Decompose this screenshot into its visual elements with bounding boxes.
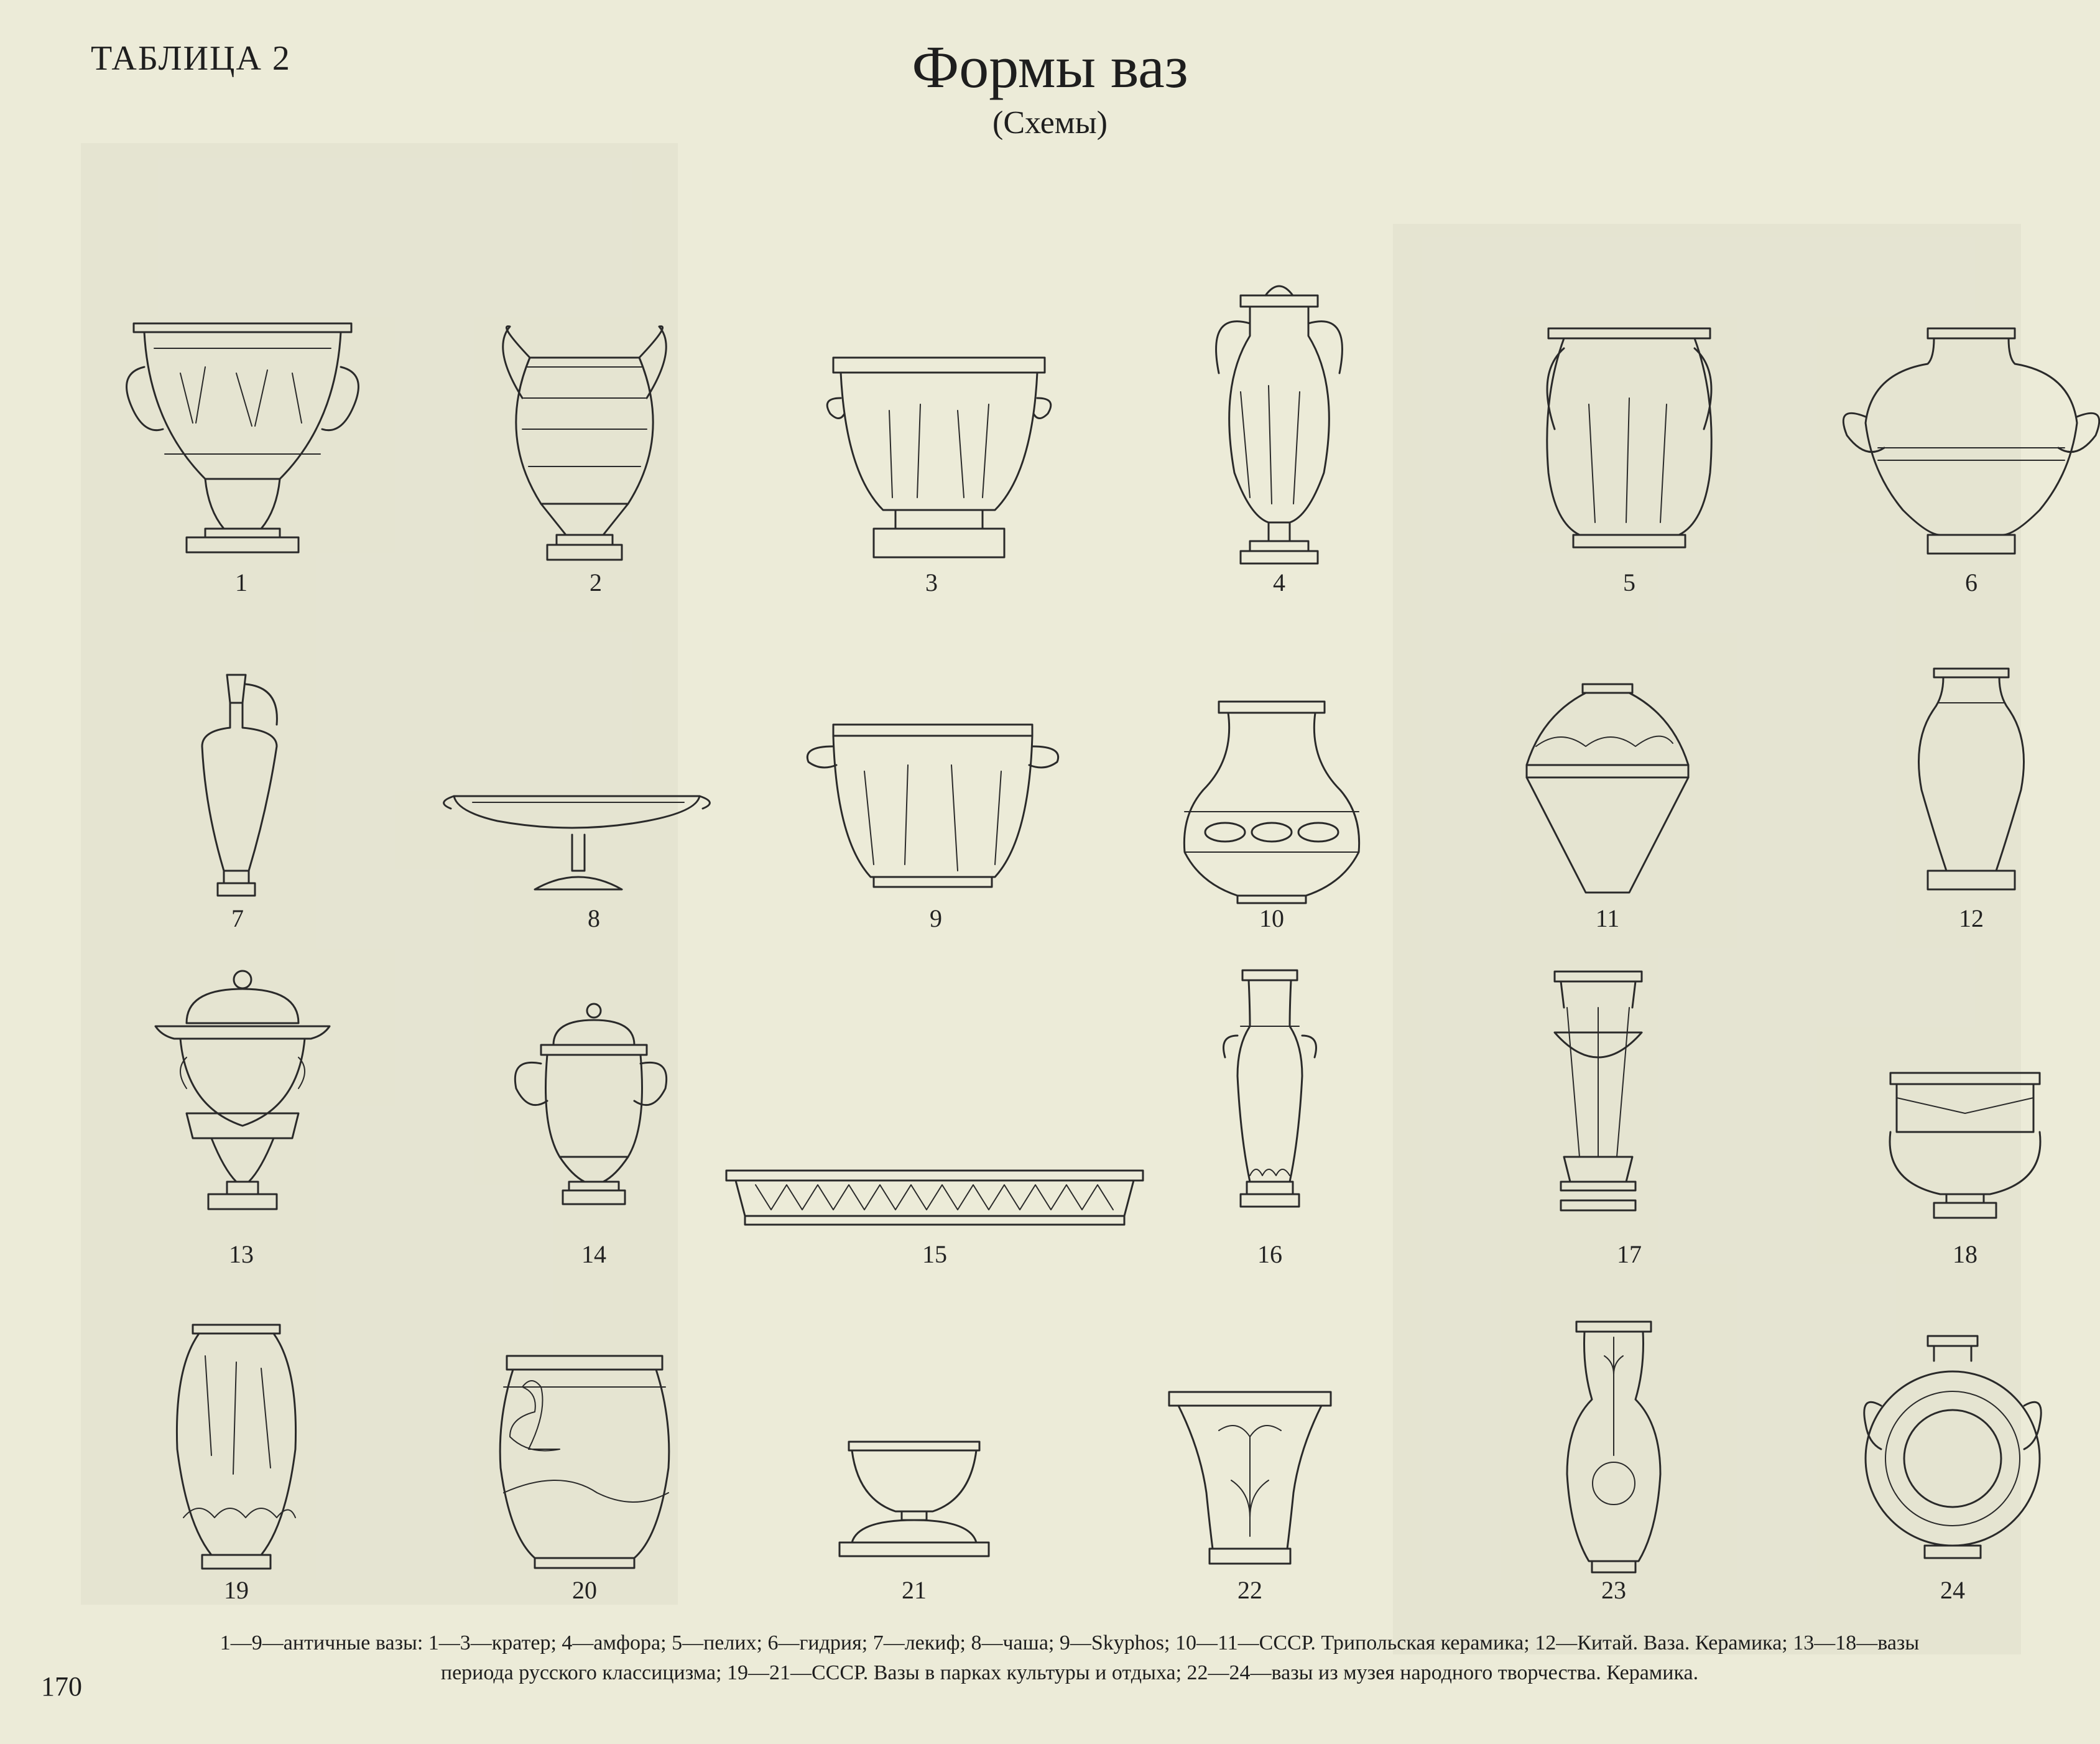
vase-label-15: 15: [922, 1240, 947, 1268]
vase-label-3: 3: [925, 568, 938, 596]
page-number: 170: [41, 1671, 82, 1702]
vase-drawing-8: [444, 796, 710, 889]
vase-label-22: 22: [1237, 1576, 1262, 1604]
vase-drawing-7: [202, 675, 277, 896]
vase-label-19: 19: [224, 1576, 249, 1604]
vase-label-7: 7: [231, 904, 244, 932]
vase-drawing-16: [1224, 970, 1316, 1207]
vase-drawing-5: [1547, 328, 1711, 547]
figure-caption: [106, 1628, 2033, 1688]
vase-label-20: 20: [572, 1576, 597, 1604]
caption-line-2: периода русского классицизма; 19—21—СССР. Вазы в парках культуры и отдыха; 22—24—вазы из музея народного творчества. Керамика.: [440, 1661, 1699, 1684]
vase-label-1: 1: [235, 568, 247, 596]
vase-label-10: 10: [1259, 904, 1284, 932]
vase-drawing-10: [1184, 702, 1359, 903]
caption-line-1: 1—9—античные вазы: 1—3—кратер; 4—амфора; 5—пелих; 6—гидрия; 7—лекиф; 8—чаша; 9—Skyphos; 10—11—СССР. Трипольская керамика; 12—Китай. Ваза. Керамика; 13—18—вазы: [220, 1631, 1920, 1654]
vase-label-6: 6: [1965, 568, 1977, 596]
vase-drawing-4: [1216, 286, 1343, 564]
vase-drawing-24: [1864, 1336, 2041, 1558]
vase-label-4: 4: [1273, 568, 1285, 596]
vase-drawing-20: [500, 1356, 669, 1568]
vase-drawing-22: [1169, 1392, 1331, 1564]
vase-label-18: 18: [1953, 1240, 1977, 1268]
vase-label-9: 9: [930, 904, 942, 932]
vase-drawing-17: [1555, 972, 1642, 1210]
vase-drawing-23: [1567, 1322, 1660, 1572]
vase-drawing-1: [127, 323, 359, 552]
vase-drawing-21: [840, 1442, 989, 1556]
vase-drawing-11: [1527, 684, 1688, 893]
vase-label-16: 16: [1257, 1240, 1282, 1268]
vase-label-23: 23: [1601, 1576, 1626, 1604]
vase-drawing-6: [1843, 328, 2099, 554]
vase-drawing-13: [155, 971, 330, 1209]
vase-drawing-9: [807, 725, 1058, 887]
vase-label-8: 8: [588, 904, 600, 932]
page-title: Формы ваз: [912, 34, 1188, 100]
vase-label-5: 5: [1623, 568, 1635, 596]
vase-label-21: 21: [902, 1576, 927, 1604]
vase-label-11: 11: [1595, 904, 1620, 932]
vase-drawing-3: [827, 358, 1051, 557]
vase-drawing-12: [1919, 669, 2024, 889]
vase-label-2: 2: [590, 568, 602, 596]
vase-label-17: 17: [1617, 1240, 1642, 1268]
vase-drawing-14: [515, 1004, 666, 1204]
vase-label-14: 14: [581, 1240, 606, 1268]
vase-drawing-19: [177, 1325, 295, 1569]
vase-drawing-18: [1890, 1073, 2040, 1218]
vase-drawing-15: [726, 1171, 1143, 1225]
vase-label-12: 12: [1959, 904, 1984, 932]
page-subtitle: (Схемы): [992, 105, 1108, 141]
vase-drawing-2: [503, 327, 667, 560]
vase-label-24: 24: [1940, 1576, 1965, 1604]
table-number: ТАБЛИЦА 2: [91, 39, 291, 78]
vase-label-13: 13: [229, 1240, 254, 1268]
